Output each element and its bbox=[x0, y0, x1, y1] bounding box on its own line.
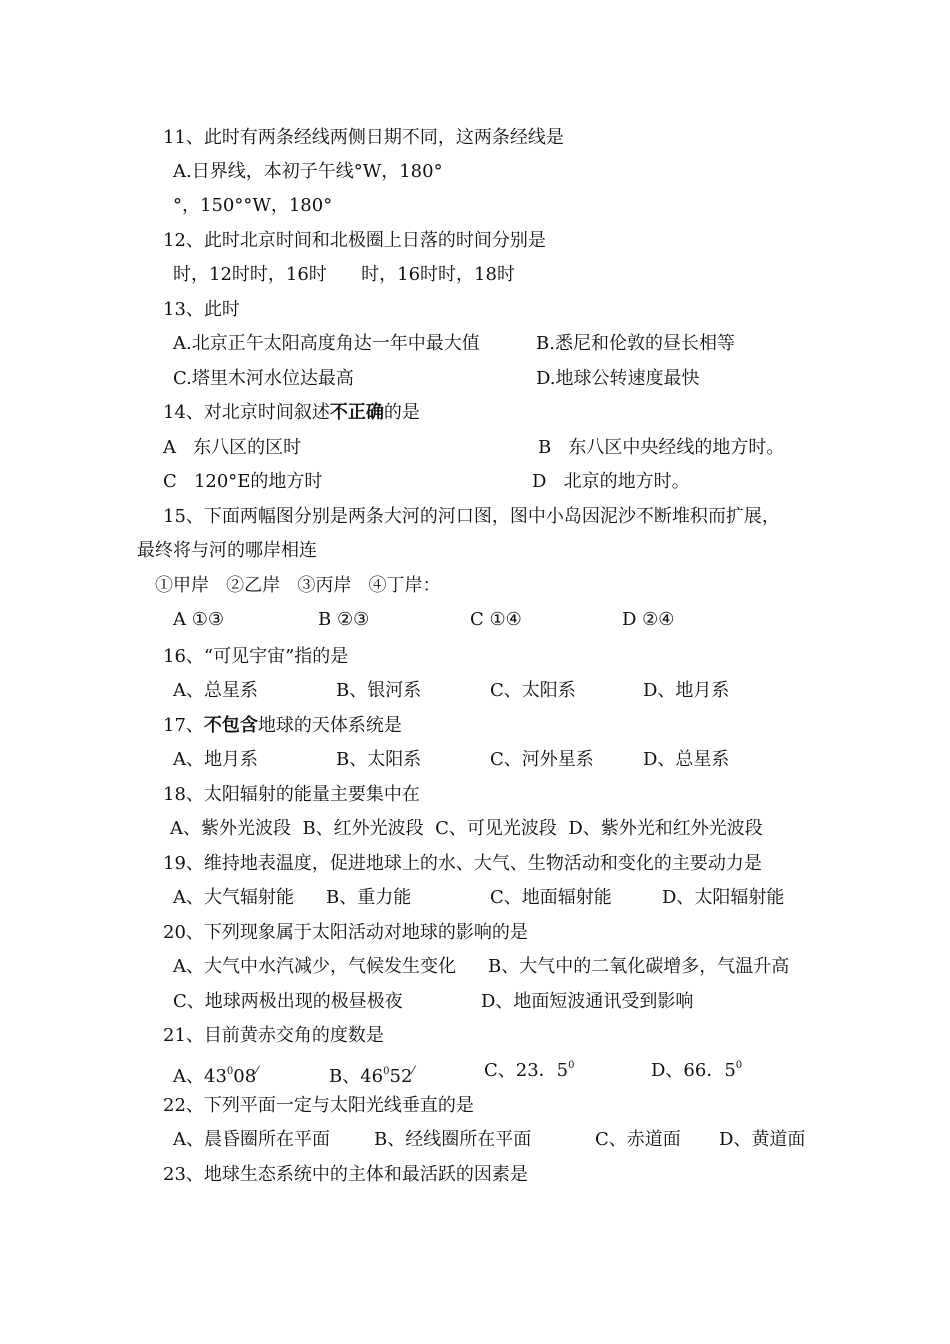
q15-option-b: B ②③ bbox=[318, 609, 370, 630]
q14-option-a: A 东八区的区时 bbox=[163, 437, 302, 458]
q18-options: A、紫外光波段 B、红外光波段 C、可见光波段 D、紫外光和红外光波段 bbox=[170, 818, 763, 839]
q21-option-d bbox=[651, 1060, 742, 1082]
q12-stem: 12、此时北京时间和北极圈上日落的时间分别是 bbox=[163, 230, 546, 251]
q12-line1: 时，12时时，16时 时，16时时，18时 bbox=[173, 264, 515, 285]
q21-option-a bbox=[173, 1060, 258, 1088]
q20-option-d: D、地面短波通讯受到影响 bbox=[481, 991, 694, 1012]
q20-option-b: B、大气中的二氧化碳增多，气温升高 bbox=[488, 956, 790, 977]
q21-option-b bbox=[329, 1060, 414, 1088]
q14-stem-emphasis: 不正确 bbox=[329, 402, 384, 423]
q22-option-d: D、黄道面 bbox=[719, 1129, 806, 1150]
q21-a-minutes: 08 bbox=[233, 1066, 257, 1087]
q17-option-b: B、太阳系 bbox=[336, 749, 422, 770]
q21-c-value: C、23．5 bbox=[484, 1060, 569, 1081]
q16-stem: 16、“可见宇宙”指的是 bbox=[163, 646, 349, 667]
q15-options-list: ①甲岸 ②乙岸 ③丙岸 ④丁岸： bbox=[155, 575, 441, 596]
q16-option-d: D、地月系 bbox=[643, 680, 730, 701]
q17-stem-pre: 17、 bbox=[163, 715, 204, 736]
q15-option-a: A ①③ bbox=[173, 609, 224, 630]
q15-option-d: D ②④ bbox=[622, 609, 675, 630]
q19-option-a: A、大气辐射能 bbox=[173, 887, 294, 908]
q13-option-c: C.塔里木河水位达最高 bbox=[173, 368, 354, 389]
q20-stem: 20、下列现象属于太阳活动对地球的影响的是 bbox=[163, 922, 528, 943]
q22-option-c: C、赤道面 bbox=[595, 1129, 681, 1150]
q18-stem: 18、太阳辐射的能量主要集中在 bbox=[163, 784, 420, 805]
q14-stem bbox=[163, 402, 420, 424]
q11-line1: A.日界线，本初子午线°W，180° bbox=[173, 161, 443, 182]
q21-stem: 21、目前黄赤交角的度数是 bbox=[163, 1025, 384, 1046]
q21-b-minute-mark: ⁄ bbox=[412, 1064, 415, 1077]
q17-stem-post: 地球的天体系统是 bbox=[257, 715, 402, 736]
q11-stem: 11、此时有两条经线两侧日期不同，这两条经线是 bbox=[163, 127, 564, 148]
q21-a-minute-mark: ⁄ bbox=[256, 1064, 259, 1077]
q14-option-c: C 120°E的地方时 bbox=[163, 471, 323, 492]
q21-b-degree: 0 bbox=[383, 1066, 390, 1077]
q13-stem: 13、此时 bbox=[163, 299, 240, 320]
q21-b-value: B、46 bbox=[329, 1066, 384, 1087]
q21-option-c bbox=[484, 1060, 575, 1082]
q14-stem-post: 的是 bbox=[383, 402, 420, 423]
q20-option-a: A、大气中水汽减少，气候发生变化 bbox=[173, 956, 456, 977]
q17-option-d: D、总星系 bbox=[643, 749, 730, 770]
q19-option-d: D、太阳辐射能 bbox=[662, 887, 785, 908]
q17-stem bbox=[163, 715, 402, 737]
q22-option-b: B、经线圈所在平面 bbox=[374, 1129, 532, 1150]
q21-c-degree: 0 bbox=[568, 1060, 575, 1071]
q13-option-b: B.悉尼和伦敦的昼长相等 bbox=[536, 333, 735, 354]
q11-line2: °，150°°W，180° bbox=[173, 195, 333, 216]
q21-a-value: A、43 bbox=[173, 1066, 227, 1087]
q14-option-b: B 东八区中央经线的地方时。 bbox=[538, 437, 785, 458]
q19-stem: 19、维持地表温度，促进地球上的水、大气、生物活动和变化的主要动力是 bbox=[163, 853, 762, 874]
q14-option-d: D 北京的地方时。 bbox=[532, 471, 690, 492]
q19-option-c: C、地面辐射能 bbox=[490, 887, 612, 908]
q17-option-c: C、河外星系 bbox=[490, 749, 594, 770]
q20-option-c: C、地球两极出现的极昼极夜 bbox=[173, 991, 403, 1012]
q21-b-minutes: 52 bbox=[389, 1066, 413, 1087]
q15-stem-line2: 最终将与河的哪岸相连 bbox=[137, 540, 317, 561]
q21-d-value: D、66．5 bbox=[651, 1060, 736, 1081]
q13-option-a: A.北京正午太阳高度角达一年中最大值 bbox=[173, 333, 480, 354]
q22-stem: 22、下列平面一定与太阳光线垂直的是 bbox=[163, 1095, 474, 1116]
q16-option-c: C、太阳系 bbox=[490, 680, 576, 701]
q21-d-degree: 0 bbox=[735, 1060, 743, 1071]
q19-option-b: B、重力能 bbox=[326, 887, 412, 908]
q22-option-a: A、晨昏圈所在平面 bbox=[173, 1129, 330, 1150]
q16-option-b: B、银河系 bbox=[336, 680, 422, 701]
q21-a-degree: 0 bbox=[226, 1066, 234, 1077]
q13-option-d: D.地球公转速度最快 bbox=[536, 368, 700, 389]
q17-stem-emphasis: 不包含 bbox=[203, 715, 258, 736]
q15-stem-line1: 15、下面两幅图分别是两条大河的河口图，图中小岛因泥沙不断堆积而扩展， bbox=[163, 506, 780, 527]
q23-stem: 23、地球生态系统中的主体和最活跃的因素是 bbox=[163, 1164, 528, 1185]
q17-option-a: A、地月系 bbox=[173, 749, 258, 770]
q15-option-c: C ①④ bbox=[470, 609, 522, 630]
q14-stem-pre: 14、对北京时间叙述 bbox=[163, 402, 330, 423]
q16-option-a: A、总星系 bbox=[173, 680, 258, 701]
